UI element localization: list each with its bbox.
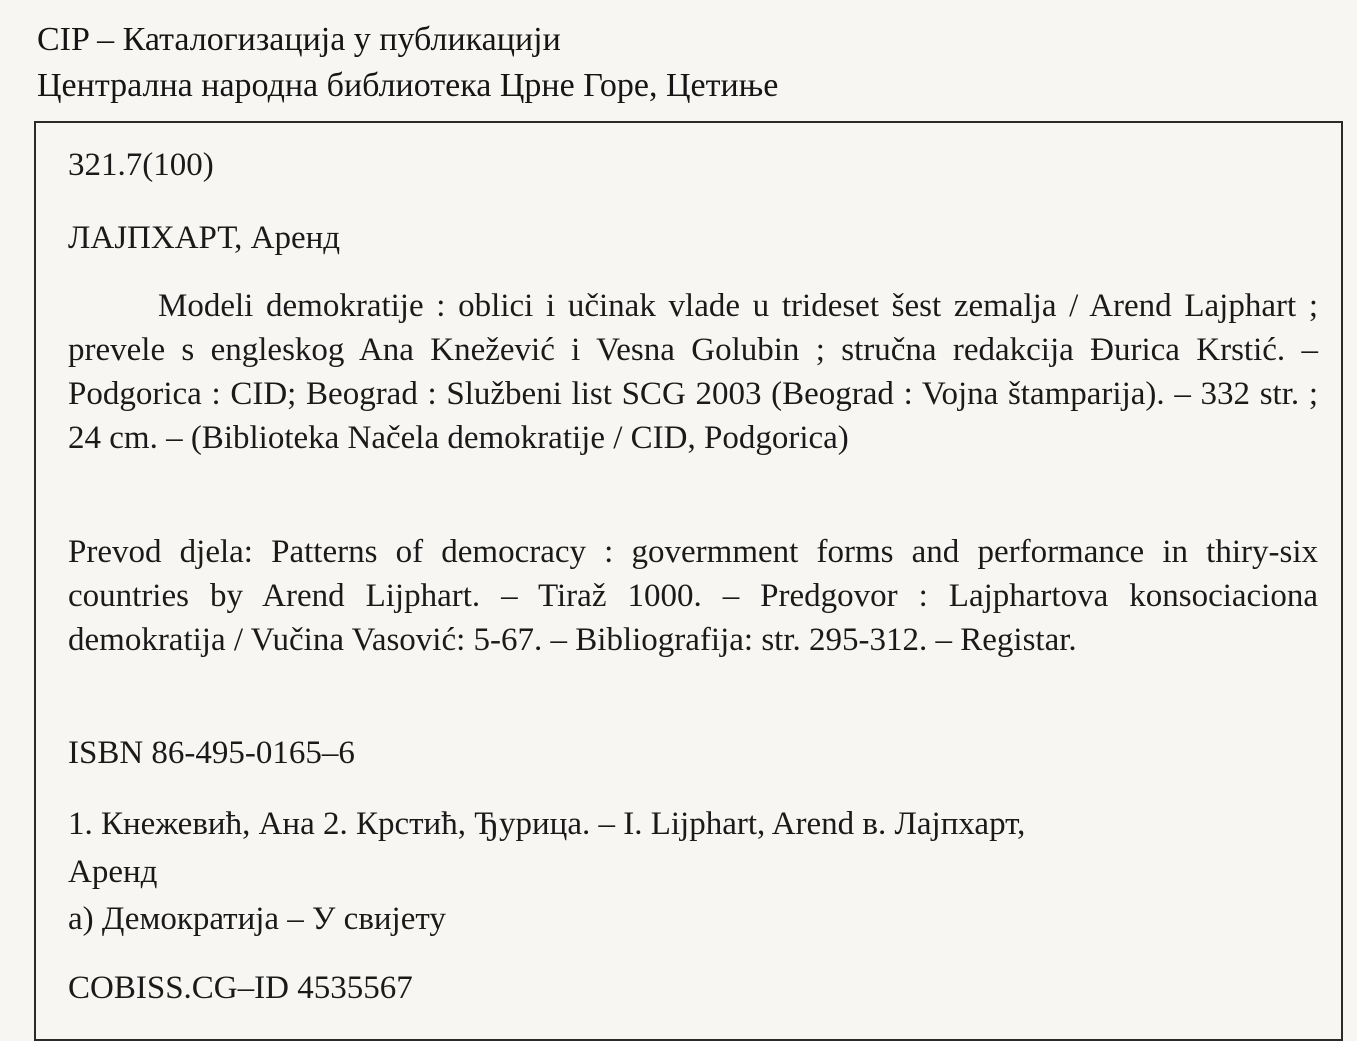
subject-heading: а) Демократија – У свијету [68,901,446,937]
isbn: ISBN 86-495-0165–6 [68,735,355,771]
added-entries-line1: 1. Кнежевић, Ана 2. Крстић, Ђурица. – I. Lijphart, Arend в. Лајпхарт, [68,806,1026,842]
cip-header-library: Централна народна библиотека Црне Горе, Цетиње [37,67,779,104]
cobiss-id: COBISS.CG–ID 4535567 [68,970,413,1006]
notes-paragraph: Prevod djela: Patterns of democracy : govermment forms and performance in thiry-six countries by Arend Lijphart. – Tiraž 1000. – Predgovor : Lajphartova konsociaciona demokratija / Vučina Vasović: 5-67. – Bibliografija: str. 295-312. – Registar. [68,534,1318,658]
author-heading: ЛАЈПХАРТ, Аренд [68,220,341,256]
added-entries-line2: Аренд [68,854,158,890]
bibliographic-description: Modeli demokratije : oblici i učinak vlade u trideset šest zemalja / Arend Lajphart ; prevele s engleskog Ana Knežević i Vesna Golubin ; stručna redakcija Đurica Krstić. – Podgorica : CID; Beograd : Službeni list SCG 2003 (Beograd : Vojna štamparija). – 332 str. ; 24 cm. – (Biblioteka Načela demokratije / CID, Podgorica) [68,288,1318,456]
udc-number: 321.7(100) [68,147,214,183]
cip-header-title: CIP – Каталогизација у публикацији [37,21,561,58]
